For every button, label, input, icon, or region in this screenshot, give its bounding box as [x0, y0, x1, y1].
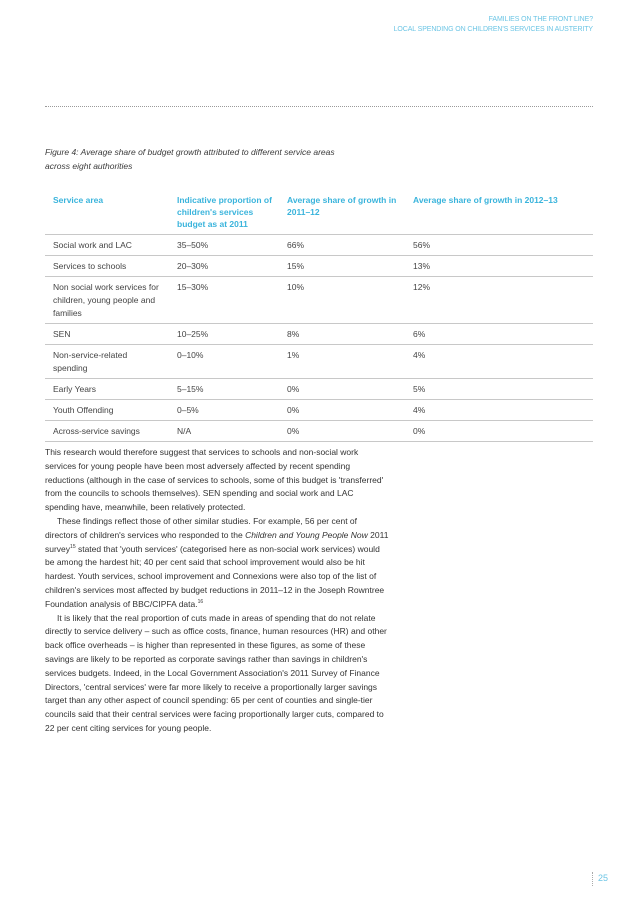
table-cell: 8%: [279, 324, 405, 345]
table-cell: 4%: [405, 345, 593, 379]
table-cell: Social work and LAC: [45, 235, 169, 256]
paragraph-1: This research would therefore suggest that services to schools and non-social work services for young people have been most adversely affected by recent spending reductions (although in the case of services to schools, some of this budget is 'transferred' from the councils to schools themselves). SEN spending and social work and LAC spending have, meanwhile, been relatively protected.: [45, 447, 384, 513]
service-area-table: [45, 188, 593, 442]
column-header: Indicative proportion of children's services budget as at 2011: [177, 195, 272, 229]
table-cell: Youth Offending: [45, 400, 169, 421]
footnote-ref[interactable]: 16: [197, 598, 204, 605]
paragraph-2-part-b: 2011 survey: [45, 529, 389, 554]
column-header: Service area: [53, 195, 104, 205]
caption-line1: Figure 4: Average share of budget growth attributed to different service areas: [45, 147, 335, 157]
table-cell: 4%: [405, 400, 593, 421]
table-row: [45, 400, 593, 421]
paragraph-3: It is likely that the real proportion of cuts made in areas of spending that do not relate directly to service delivery – such as office costs, finance, human resources (HR) and other back office overheads – is higher than represented in these figures, as some of these savings are likely to be reported as corporate savings rather than savings in children's services budgets. Indeed, in the Local Government Association's 2011 Survey of Finance Directors, 'central services' were far more likely to receive a proportionally larger savings target than any other aspect of council spending: 65 per cent of counties and single-tier councils said that their central services were facing proportionally larger cuts, compared to 22 per cent citing services for young people.: [45, 612, 387, 733]
table-cell: 15–30%: [169, 277, 279, 324]
table-row: [45, 256, 593, 277]
paragraph-2-part-c: stated that 'youth services' (categorised here as non-social work services) would be among the hardest hit; 40 per cent said that school improvement would also be hit hardest. Youth services, school improvement and Connexions were also top of the list of children's services most affected by budget reductions in 2011–12 in the Joseph Rowntree Foundation analysis of BBC/CIPFA data.: [45, 543, 385, 609]
table-cell: 15%: [279, 256, 405, 277]
table-cell: 56%: [405, 235, 593, 256]
table-cell: 0%: [279, 421, 405, 442]
table-cell: 20–30%: [169, 256, 279, 277]
table-header-row: [45, 188, 593, 235]
figure-caption: [45, 145, 405, 173]
table-cell: 0–10%: [169, 345, 279, 379]
table-cell: 5%: [405, 379, 593, 400]
body-text: [45, 446, 390, 736]
table-cell: 6%: [405, 324, 593, 345]
table-cell: Non-service-related spending: [45, 345, 169, 379]
page-number-divider: [592, 872, 593, 886]
page-number: 25: [597, 873, 608, 883]
running-header: [394, 15, 593, 35]
table-row: [45, 379, 593, 400]
footnote-ref[interactable]: 15: [70, 543, 76, 550]
table-cell: 10%: [279, 277, 405, 324]
table-row: [45, 324, 593, 345]
table-row: [45, 277, 593, 324]
table-cell: 13%: [405, 256, 593, 277]
table-cell: 5–15%: [169, 379, 279, 400]
table-cell: 0%: [405, 421, 593, 442]
table-cell: 66%: [279, 235, 405, 256]
table-row: [45, 345, 593, 379]
table-cell: 0–5%: [169, 400, 279, 421]
paragraph-2-part-a: These findings reflect those of other similar studies. For example, 56 per cent of directors of children's services who responded to the: [45, 515, 358, 540]
caption-line2: across eight authorities: [45, 161, 133, 171]
table-cell: 1%: [279, 345, 405, 379]
table-row: [45, 235, 593, 256]
table-cell: 0%: [279, 379, 405, 400]
table-cell: Services to schools: [45, 256, 169, 277]
table-cell: Early Years: [45, 379, 169, 400]
running-header-line2: LOCAL SPENDING ON CHILDREN'S SERVICES IN AUSTERITY: [393, 26, 593, 33]
running-header-line1: FAMILIES ON THE FRONT LINE?: [488, 16, 593, 23]
table-cell: SEN: [45, 324, 169, 345]
publication-title: Children and Young People Now: [245, 529, 368, 540]
table-cell: 12%: [405, 277, 593, 324]
table-cell: N/A: [169, 421, 279, 442]
table-row: [45, 421, 593, 442]
table-cell: Non social work services for children, young people and families: [45, 277, 169, 324]
dotted-divider: [45, 106, 593, 107]
table-cell: 35–50%: [169, 235, 279, 256]
paragraph-2: [45, 515, 390, 612]
table-cell: 10–25%: [169, 324, 279, 345]
table-cell: 0%: [279, 400, 405, 421]
table-cell: Across-service savings: [45, 421, 169, 442]
column-header: Average share of growth in 2011–12: [287, 195, 397, 217]
column-header: Average share of growth in 2012–13: [413, 195, 558, 205]
